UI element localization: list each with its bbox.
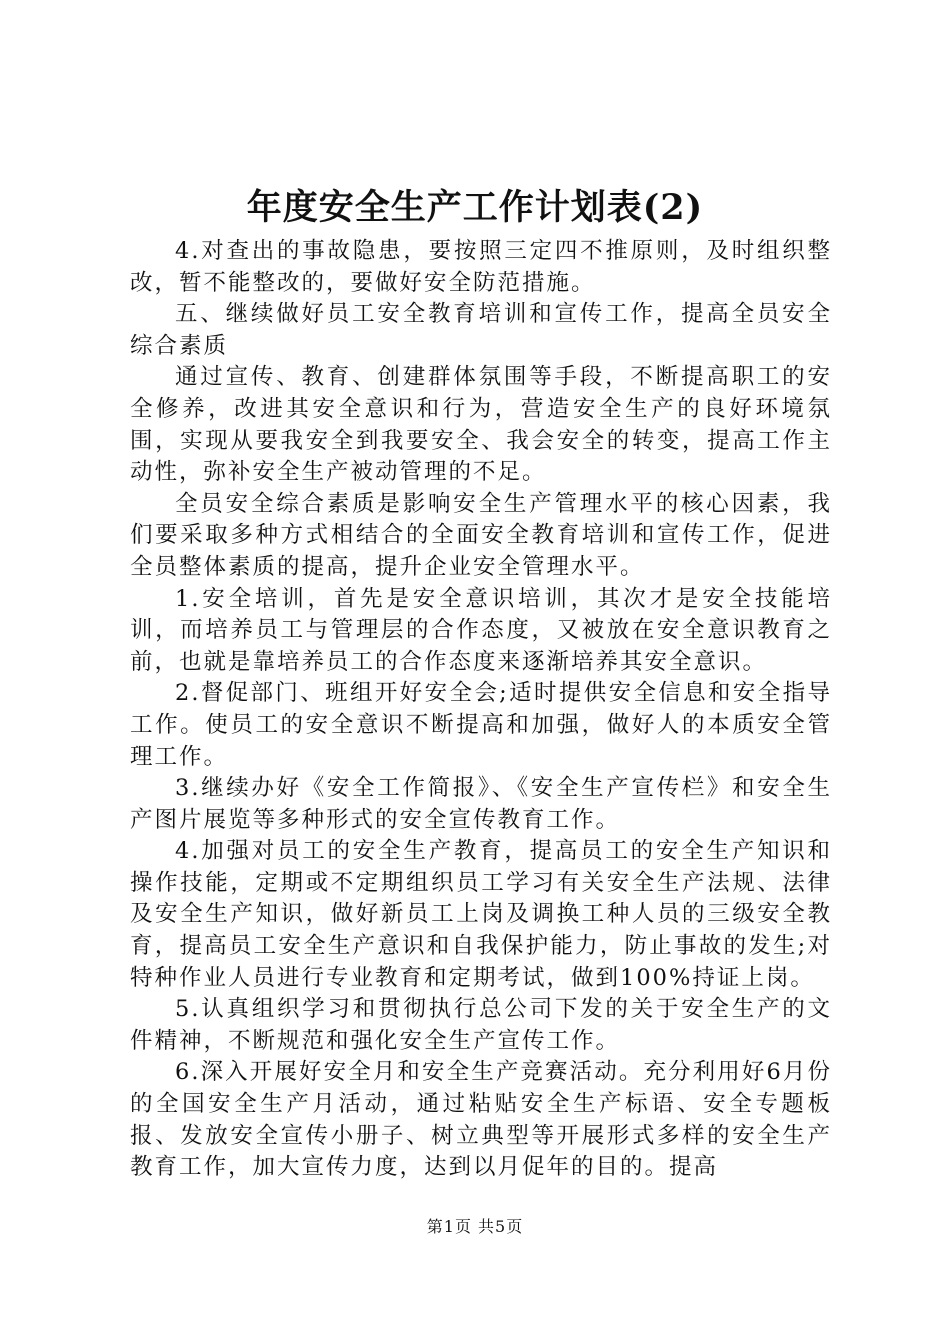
paragraph: 6.深入开展好安全月和安全生产竞赛活动。充分利用好6月份的全国安全生产月活动，通过粘贴安全生产标语、安全专题板报、发放安全宣传小册子、树立典型等开展形式多样的安全生产教育工作，加大宣传力度，达到以月促年的目的。提高 <box>130 1059 832 1181</box>
paragraph: 1.安全培训，首先是安全意识培训，其次才是安全技能培训，而培养员工与管理层的合作态度，又被放在安全意识教育之前，也就是靠培养员工的合作态度来逐渐培养其安全意识。 <box>130 585 832 675</box>
page-number-footer: 第1页 共5页 <box>426 1217 524 1236</box>
paragraph: 4.对查出的事故隐患，要按照三定四不推原则，及时组织整改，暂不能整改的，要做好安全防范措施。 <box>130 238 832 296</box>
paragraph: 4.加强对员工的安全生产教育，提高员工的安全生产知识和操作技能，定期或不定期组织员工学习有关安全生产法规、法律及安全生产知识，做好新员工上岗及调换工种人员的三级安全教育，提高员工安全生产意识和自我保护能力，防止事故的发生;对特种作业人员进行专业教育和定期考试，做到100%持证上岗。 <box>130 838 832 991</box>
paragraph: 五、继续做好员工安全教育培训和宣传工作，提高全员安全综合素质 <box>130 301 832 359</box>
document-title: 年度安全生产工作计划表(2) <box>246 187 704 228</box>
paragraph: 全员安全综合素质是影响安全生产管理水平的核心因素，我们要采取多种方式相结合的全面安全教育培训和宣传工作，促进全员整体素质的提高，提升企业安全管理水平。 <box>130 490 832 580</box>
paragraph: 5.认真组织学习和贯彻执行总公司下发的关于安全生产的文件精神，不断规范和强化安全生产宣传工作。 <box>130 996 832 1054</box>
document-body <box>130 236 832 1184</box>
paragraph: 通过宣传、教育、创建群体氛围等手段，不断提高职工的安全修养，改进其安全意识和行为，营造安全生产的良好环境氛围，实现从要我安全到我要安全、我会安全的转变，提高工作主动性，弥补安全生产被动管理的不足。 <box>130 364 832 486</box>
paragraph: 2.督促部门、班组开好安全会;适时提供安全信息和安全指导工作。使员工的安全意识不断提高和加强，做好人的本质安全管理工作。 <box>130 680 832 770</box>
paragraph: 3.继续办好《安全工作简报》、《安全生产宣传栏》和安全生产图片展览等多种形式的安全宣传教育工作。 <box>130 775 832 833</box>
